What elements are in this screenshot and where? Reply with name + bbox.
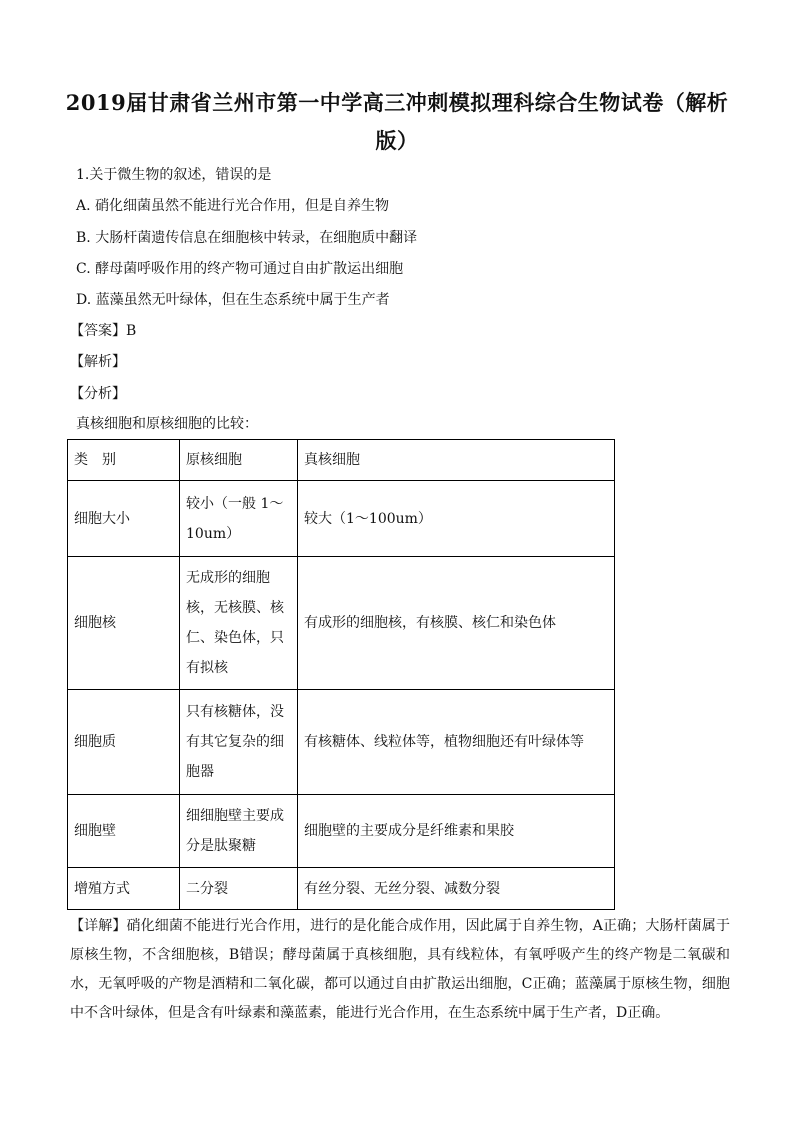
table-row	[68, 690, 615, 795]
option-d: D. 蓝藻虽然无叶绿体，但在生态系统中属于生产者	[76, 292, 390, 308]
table-intro: 真核细胞和原核细胞的比较：	[76, 416, 258, 432]
prokaryote-cell: 二分裂	[180, 868, 298, 910]
table-row	[68, 795, 615, 868]
row-label: 细胞质	[68, 690, 180, 795]
header-category: 类 别	[68, 440, 180, 481]
table-header-row	[68, 440, 615, 481]
table-row	[68, 868, 615, 910]
option-a: A. 硝化细菌虽然不能进行光合作用，但是自养生物	[76, 198, 390, 214]
table-row	[68, 481, 615, 557]
header-prokaryote: 原核细胞	[180, 440, 298, 481]
option-c: C. 酵母菌呼吸作用的终产物可通过自由扩散运出细胞	[76, 261, 404, 277]
explanation-label: 【解析】	[70, 354, 126, 370]
prokaryote-cell: 无成形的细胞核，无核膜、核仁、染色体，只有拟核	[180, 557, 298, 690]
eukaryote-cell: 有核糖体、线粒体等，植物细胞还有叶绿体等	[298, 690, 615, 795]
detailed-explanation: 【详解】硝化细菌不能进行光合作用，进行的是化能合成作用，因此属于自养生物，A正确；大肠杆菌属于原核生物，不含细胞核，B错误；酵母菌属于真核细胞，具有线粒体，有氧呼吸产生的终产物是二氧碳和水，无氧呼吸的产物是酒精和二氧化碳，都可以通过自由扩散运出细胞，C正确；蓝藻属于原核生物，细胞中不含叶绿体，但是含有叶绿素和藻蓝素，能进行光合作用，在生态系统中属于生产者，D正确。	[70, 918, 730, 1021]
answer-label: 【答案】B	[70, 323, 137, 339]
eukaryote-cell: 较大（1～100um）	[298, 481, 615, 557]
table-row	[68, 557, 615, 690]
row-label: 增殖方式	[68, 868, 180, 910]
analysis-label: 【分析】	[70, 386, 126, 402]
page-title: 2019届甘肃省兰州市第一中学高三冲刺模拟理科综合生物试卷（解析版）	[65, 90, 729, 153]
row-label: 细胞壁	[68, 795, 180, 868]
eukaryote-cell: 有丝分裂、无丝分裂、减数分裂	[298, 868, 615, 910]
question-stem: 1.关于微生物的叙述，错误的是	[76, 167, 272, 183]
prokaryote-cell: 细细胞壁主要成分是肽聚糖	[180, 795, 298, 868]
eukaryote-cell: 细胞壁的主要成分是纤维素和果胶	[298, 795, 615, 868]
comparison-table	[67, 439, 615, 910]
header-eukaryote: 真核细胞	[298, 440, 615, 481]
prokaryote-cell: 只有核糖体，没有其它复杂的细胞器	[180, 690, 298, 795]
eukaryote-cell: 有成形的细胞核，有核膜、核仁和染色体	[298, 557, 615, 690]
row-label: 细胞核	[68, 557, 180, 690]
prokaryote-cell: 较小（一般 1～10um）	[180, 481, 298, 557]
option-b: B. 大肠杆菌遗传信息在细胞核中转录，在细胞质中翻译	[76, 230, 418, 246]
row-label: 细胞大小	[68, 481, 180, 557]
